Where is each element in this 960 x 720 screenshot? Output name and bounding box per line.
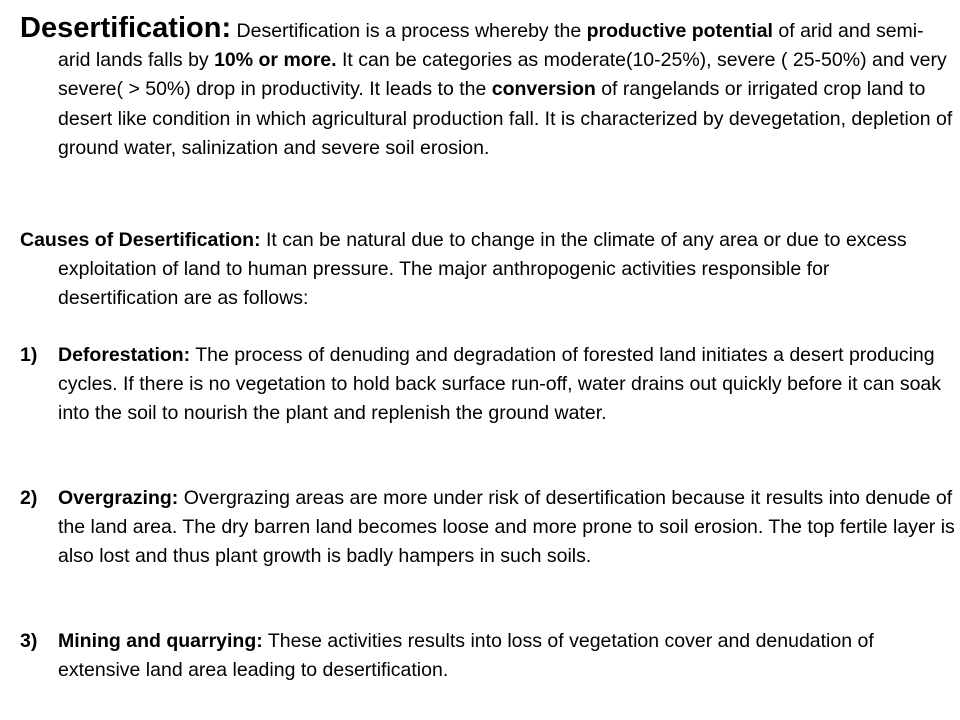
list-item-text: These activities results into loss of vegetation cover and denudation of extensive land area leading to desertification. [58, 630, 874, 682]
definition-heading: Desertification: [20, 12, 232, 44]
list-item-mining-and-quarrying [20, 627, 955, 685]
causes-heading: Causes of Desertification: [20, 229, 261, 251]
definition-paragraph [20, 14, 955, 163]
list-item-deforestation [20, 341, 955, 429]
definition-text-1: Desertification is a process whereby the [231, 20, 587, 42]
list-item-number: 3) [20, 630, 38, 652]
list-item-text: The process of denuding and degradation of forested land initiates a desert producing cycles. If there is no vegetation to hold back surface run-off, water drains out quickly before it can soak into the soil to nourish the plant and replenish the ground water. [58, 344, 942, 425]
list-item-number: 1) [20, 344, 38, 366]
list-item-overgrazing [20, 484, 955, 572]
definition-text-2: of arid and semi-arid lands falls by [58, 20, 924, 72]
causes-paragraph [20, 226, 950, 314]
list-item-heading: Mining and quarrying: [58, 630, 263, 652]
list-item-text: Overgrazing areas are more under risk of desertification because it results into denude of the land area. The dry barren land becomes loose and more prone to soil erosion. The top fertile layer is also lost and thus plant growth is badly hampers in such soils. [58, 487, 955, 568]
list-item-number: 2) [20, 487, 38, 509]
definition-bold-conversion: conversion [491, 78, 596, 101]
definition-text-4: of rangelands or irrigated crop land to desert like condition in which agricultural production fall. It is characterized by devegetation, depletion of ground water, salinization and severe soil erosion. [58, 78, 953, 159]
definition-bold-productive-potential: productive potential [586, 20, 773, 42]
list-item-heading: Overgrazing: [58, 487, 179, 509]
causes-text: It can be natural due to change in the climate of any area or due to excess exploitation of land to human pressure. The major anthropogenic activities responsible for desertification are as follows: [58, 229, 907, 310]
list-item-heading: Deforestation: [58, 344, 191, 366]
definition-bold-percentage: 10% or more. [214, 49, 337, 72]
definition-text-3: It can be categories as moderate(10-25%), severe ( 25-50%) and very severe( > 50%) drop in productivity. It leads to the [58, 49, 947, 101]
